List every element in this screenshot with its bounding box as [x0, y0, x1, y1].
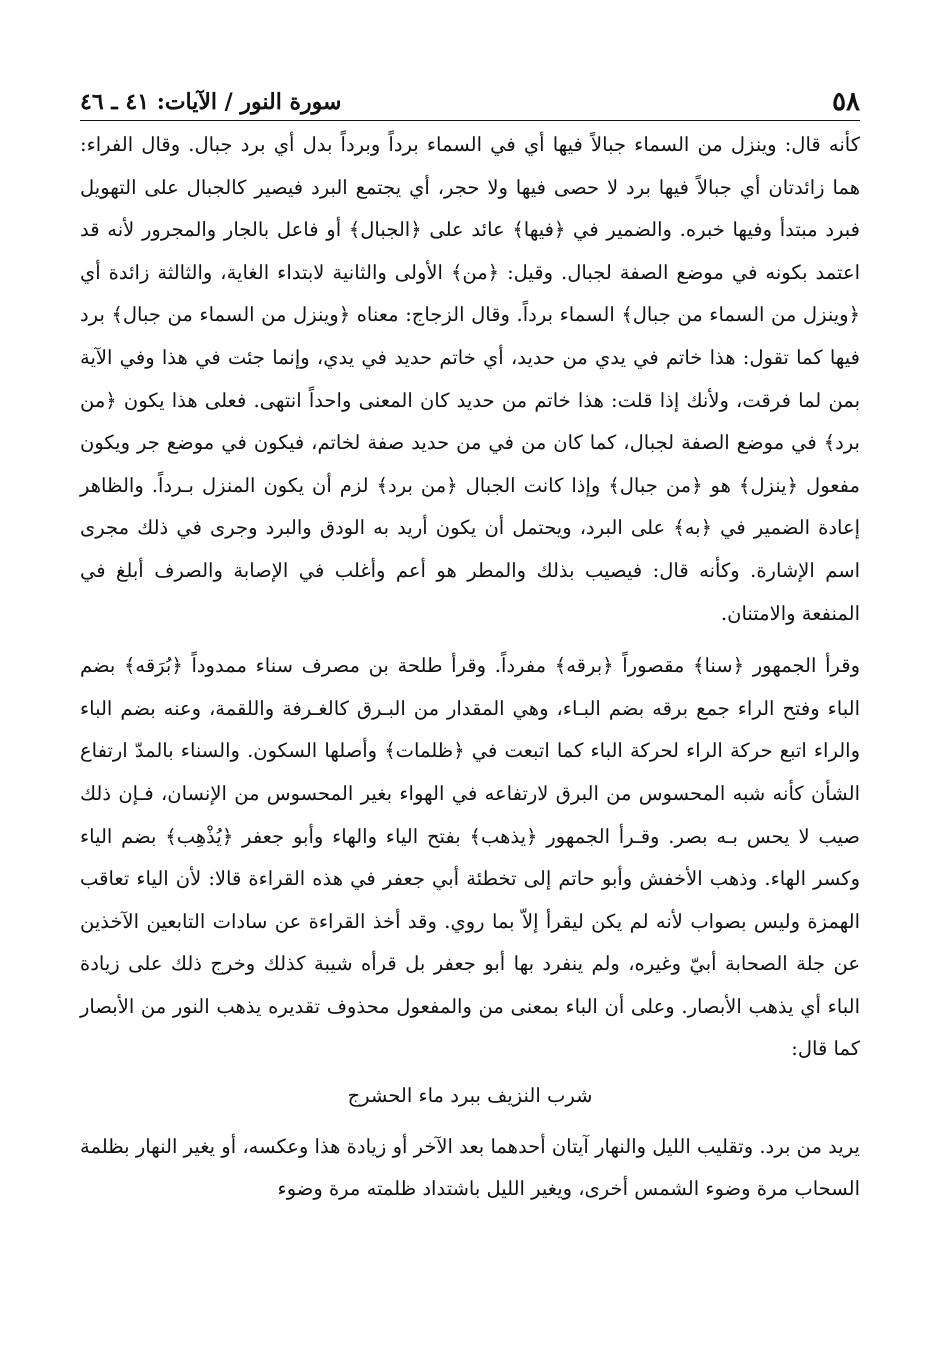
page-body — [80, 124, 860, 1211]
page-number: ٥٨ — [832, 87, 860, 117]
body-paragraph-1: كأنه قال: وينزل من السماء جبالاً فيها أي في السماء برداً وبرداً بدل أي برد جبال. وقال الفراء: هما زائدتان أي جبالاً فيها برد لا حصى فيها ولا حجر، أي يجتمع البرد فيصير كالجبال على التهويل فبرد مبتدأ وفيها خبره. والضمير في ﴿فيها﴾ عائد على ﴿الجبال﴾ أو فاعل بالجار والمجرور لأنه قد اعتمد بكونه في موضع الصفة لجبال. وقيل: ﴿من﴾ الأولى والثانية لابتداء الغاية، والثالثة زائدة أي ﴿وينزل من السماء من جبال﴾ السماء برداً. وقال الزجاج: معناه ﴿وينزل من السماء من جبال﴾ برد فيها كما تقول: هذا خاتم في يدي من حديد، أي خاتم حديد في يدي، وإنما جئت في هذا وفي الآية بمن لما فرقت، ولأنك إذا قلت: هذا خاتم من حديد كان المعنى واحداً انتهى. فعلى هذا يكون ﴿من برد﴾ في موضع الصفة لجبال، كما كان من في من حديد صفة لخاتم، فيكون في موضع جر ويكون مفعول ﴿ينزل﴾ هو ﴿من جبال﴾ وإذا كانت الجبال ﴿من برد﴾ لزم أن يكون المنزل بـرداً. والظاهر إعادة الضمير في ﴿به﴾ على البرد، ويحتمل أن يكون أريد به الودق والبرد وجرى في ذلك مجرى اسم الإشارة. وكأنه قال: فيصيب بذلك والمطر هو أعم وأغلب في الإصابة والصرف أبلغ في المنفعة والامتنان. — [80, 133, 860, 625]
body-paragraph-2: وقرأ الجمهور ﴿سنا﴾ مقصوراً ﴿برقه﴾ مفرداً. وقرأ طلحة بن مصرف سناء ممدوداً ﴿بُرَقه﴾ بضم الباء وفتح الراء جمع برقه بضم البـاء، وهي المقدار من البـرق كالغـرفة واللقمة، وعنه بضم الباء والراء اتبع حركة الراء لحركة الباء كما اتبعت في ﴿ظلمات﴾ وأصلها السكون. والسناء بالمدّ ارتفاع الشأن كأنه شبه المحسوس من البرق لارتفاعه في الهواء بغير المحسوس من الإنسان، فـإن ذلك صيب لا يحس بـه بصر. وقـرأ الجمهور ﴿يذهب﴾ بفتح الياء والهاء وأبو جعفر ﴿يُذْهِب﴾ بضم الياء وكسر الهاء. وذهب الأخفش وأبو حاتم إلى تخطئة أبي جعفر في هذه القراءة قالا: لأن الياء تعاقب الهمزة وليس بصواب لأنه لم يكن ليقرأ إلاّ بما روي. وقد أخذ القراءة عن سادات التابعين الآخذين عن جلة الصحابة أبيّ وغيره، ولم ينفرد بها أبو جعفر بل قرأه شيبة كذلك وخرج ذلك على زيادة الباء أي يذهب الأبصار. وعلى أن الباء بمعنى من والمفعول محذوف تقديره يذهب النور من الأبصار كما قال: — [80, 654, 860, 1061]
running-title: سورة النور / الآيات: ٤١ ـ ٤٦ — [80, 89, 342, 115]
body-paragraph-3: يريد من برد. وتقليب الليل والنهار آيتان أحدهما بعد الآخر أو زيادة هذا وعكسه، أو يغير النهار بظلمة السحاب مرة وضوء الشمس أخرى، ويغير الليل باشتداد ظلمته مرة وضوء — [80, 1134, 860, 1201]
poetry-verse: شرب النزيف ببرد ماء الحشرج — [347, 1084, 593, 1108]
page-header — [80, 84, 860, 121]
